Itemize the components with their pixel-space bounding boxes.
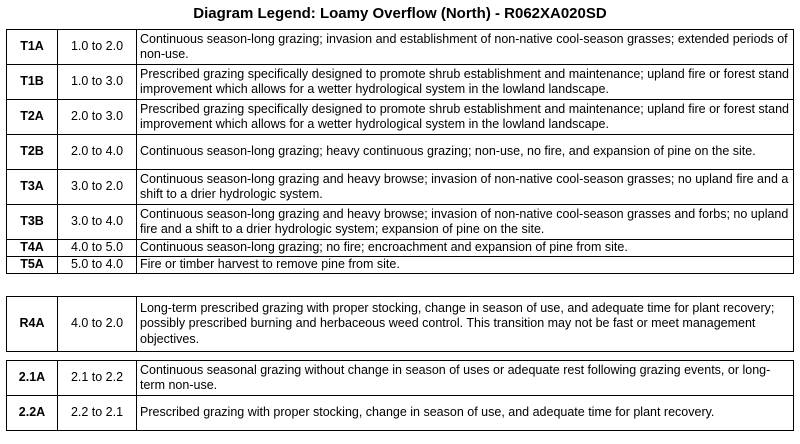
transition-description: Continuous seasonal grazing without change in season of uses or adequate rest following grazing events, or long-term non-use. [137, 361, 794, 396]
table-row [7, 396, 794, 431]
transition-description: Continuous season-long grazing; no fire; encroachment and expansion of pine from site. [137, 240, 794, 257]
table-row [7, 205, 794, 240]
transition-description: Continuous season-long grazing and heavy browse; invasion of non-native cool-season grasses and forbs; no upland fire and a shift to a drier hydrologic system; expansion of pine on the site. [137, 205, 794, 240]
transition-range: 1.0 to 2.0 [58, 30, 137, 65]
transition-code: T5A [7, 257, 58, 274]
transition-code: T1B [7, 65, 58, 100]
transition-description: Continuous season-long grazing; invasion and establishment of non-native cool-season grasses; extended periods of non-use. [137, 30, 794, 65]
table-row [7, 100, 794, 135]
transition-range: 5.0 to 4.0 [58, 257, 137, 274]
table-row [7, 297, 794, 352]
transition-range: 2.0 to 4.0 [58, 135, 137, 170]
transition-code: T4A [7, 240, 58, 257]
table-row [7, 240, 794, 257]
transition-code: T2B [7, 135, 58, 170]
transition-range: 2.0 to 3.0 [58, 100, 137, 135]
transition-code: R4A [7, 297, 58, 352]
transition-range: 2.2 to 2.1 [58, 396, 137, 431]
transition-description: Continuous season-long grazing; heavy continuous grazing; non-use, no fire, and expansion of pine on the site. [137, 135, 794, 170]
transition-description: Prescribed grazing specifically designed to promote shrub establishment and maintenance; upland fire or forest stand improvement which allows for a wetter hydrological system in the lowland landscape. [137, 100, 794, 135]
table-row [7, 135, 794, 170]
table-row [7, 65, 794, 100]
transition-code: T3A [7, 170, 58, 205]
transition-range: 3.0 to 2.0 [58, 170, 137, 205]
legend-title: Diagram Legend: Loamy Overflow (North) - R062XA020SD [193, 5, 607, 22]
transition-range: 1.0 to 3.0 [58, 65, 137, 100]
table-row [7, 170, 794, 205]
transition-code: T1A [7, 30, 58, 65]
transition-description: Continuous season-long grazing and heavy browse; invasion of non-native cool-season grasses; no upland fire and a shift to a drier hydrologic system. [137, 170, 794, 205]
transition-code: T3B [7, 205, 58, 240]
transition-code: 2.1A [7, 361, 58, 396]
transition-range: 4.0 to 5.0 [58, 240, 137, 257]
table-row [7, 30, 794, 65]
transition-code: T2A [7, 100, 58, 135]
table-row [7, 361, 794, 396]
transitions-table [6, 29, 794, 274]
transition-description: Fire or timber harvest to remove pine from site. [137, 257, 794, 274]
transition-description: Prescribed grazing with proper stocking, change in season of use, and adequate time for plant recovery. [137, 396, 794, 431]
transition-code: 2.2A [7, 396, 58, 431]
transition-description: Prescribed grazing specifically designed to promote shrub establishment and maintenance; upland fire or forest stand improvement which allows for a wetter hydrological system in the lowland landscape. [137, 65, 794, 100]
transition-range: 2.1 to 2.2 [58, 361, 137, 396]
transition-range: 4.0 to 2.0 [58, 297, 137, 352]
table-row [7, 257, 794, 274]
community-pathways-table [6, 360, 794, 431]
transition-range: 3.0 to 4.0 [58, 205, 137, 240]
transition-description: Long-term prescribed grazing with proper stocking, change in season of use, and adequate time for plant recovery; possibly prescribed burning and herbaceous weed control. This transition may not be fast or meet management objectives. [137, 297, 794, 352]
restoration-table [6, 296, 794, 352]
